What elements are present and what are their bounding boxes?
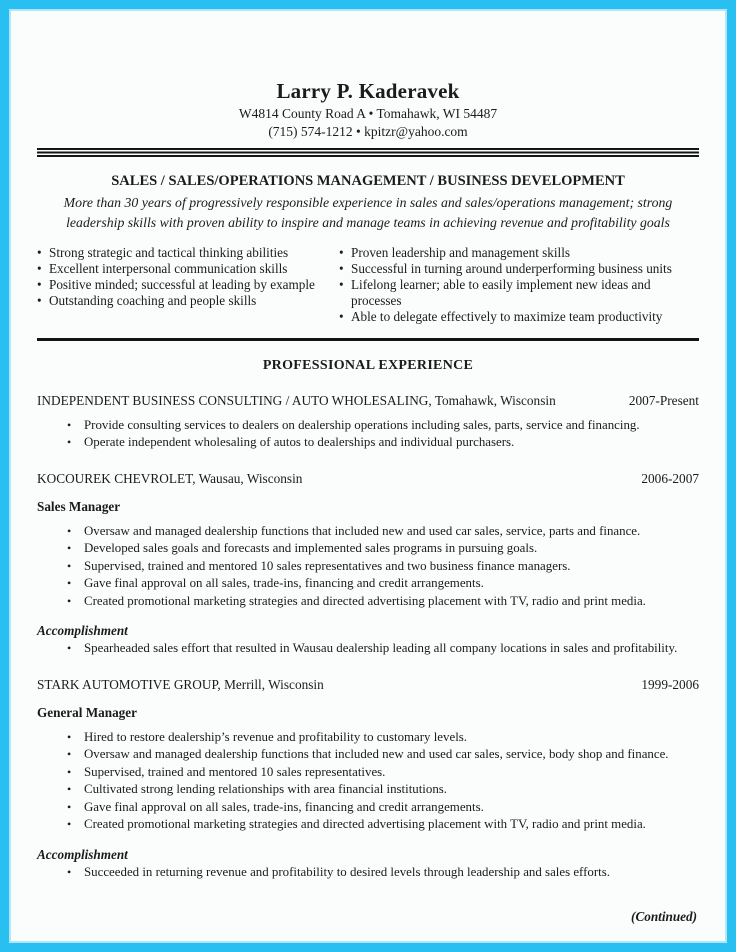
job-dates: 2006-2007 [641, 470, 699, 486]
experience-section-title: PROFESSIONAL EXPERIENCE [262, 357, 474, 373]
job-bullet-list [37, 729, 699, 834]
skill-item: • Successful in turning around underperforming business units [339, 261, 699, 277]
job-bullet: • Supervised, trained and mentored 10 sales representatives. [37, 764, 699, 782]
skill-item: • Positive minded; successful at leading by example [37, 277, 339, 293]
job-header [37, 393, 699, 409]
skills-column-left [37, 245, 339, 325]
accomplishment-list [37, 640, 699, 658]
job-bullet: • Developed sales goals and forecasts and implemented sales programs in pursuing goals. [37, 540, 699, 558]
job-entry-stark-automotive [37, 677, 699, 882]
summary-tagline: More than 30 years of progressively responsible experience in sales and sales/operations management; strong leadership skills with proven ability to inspire and manage teams in achieving revenue and profitability goals [63, 195, 673, 230]
job-dates: 1999-2006 [641, 676, 699, 692]
job-bullet: • Gave final approval on all sales, trade-ins, financing and credit arrangements. [37, 575, 699, 593]
job-bullet: • Provide consulting services to dealers on dealership operations including sales, parts, service and financing. [37, 417, 699, 435]
summary-title: SALES / SALES/OPERATIONS MANAGEMENT / BUSINESS DEVELOPMENT [111, 173, 625, 189]
job-dates: 2007-Present [628, 392, 699, 408]
job-title: Sales Manager [37, 498, 121, 514]
candidate-contact: (715) 574-1212 • kpitzr@yahoo.com [268, 124, 468, 139]
job-bullet: • Created promotional marketing strategies and directed advertising placement with TV, radio and print media. [37, 593, 699, 611]
skills-column-right [339, 245, 699, 325]
job-bullet-list [37, 417, 699, 452]
job-bullet: • Oversaw and managed dealership functions that included new and used car sales, service, parts and finance. [37, 523, 699, 541]
accomplishment-label: Accomplishment [37, 846, 128, 862]
skill-item: • Proven leadership and management skills [339, 245, 699, 261]
job-bullet: • Cultivated strong lending relationships with area financial institutions. [37, 781, 699, 799]
job-header [37, 677, 699, 693]
job-bullet: • Gave final approval on all sales, trade-ins, financing and credit arrangements. [37, 799, 699, 817]
job-bullet: • Supervised, trained and mentored 10 sales representatives and two business finance managers. [37, 558, 699, 576]
job-entry-kocourek-chevrolet [37, 471, 699, 658]
job-bullet: • Operate independent wholesaling of autos to dealerships and individual purchasers. [37, 434, 699, 452]
skill-item: • Strong strategic and tactical thinking abilities [37, 245, 339, 261]
skill-item: • Outstanding coaching and people skills [37, 293, 339, 309]
job-employer: INDEPENDENT BUSINESS CONSULTING / AUTO WHOLESALING, Tomahawk, Wisconsin [37, 392, 556, 408]
job-employer: KOCOUREK CHEVROLET, Wausau, Wisconsin [37, 470, 303, 486]
job-bullet-list [37, 523, 699, 611]
accomplishment-bullet: • Spearheaded sales effort that resulted in Wausau dealership leading all company locations in sales and profitability. [37, 640, 699, 658]
accomplishment-bullet: • Succeeded in returning revenue and profitability to desired levels through leadership and sales efforts. [37, 864, 699, 882]
candidate-address: W4814 County Road A • Tomahawk, WI 54487 [238, 106, 498, 121]
skill-item: • Lifelong learner; able to easily implement new ideas and processes [339, 277, 699, 309]
resume-header [37, 79, 699, 140]
skills-columns [37, 245, 699, 325]
job-bullet: • Oversaw and managed dealership functions that included new and used car sales, service, body shop and finance. [37, 746, 699, 764]
job-title: General Manager [37, 704, 137, 720]
skill-item: • Excellent interpersonal communication skills [37, 261, 339, 277]
skill-item: • Able to delegate effectively to maximize team productivity [339, 309, 699, 325]
job-header [37, 471, 699, 487]
single-line-divider [37, 338, 699, 341]
summary-section [37, 173, 699, 325]
job-bullet: • Hired to restore dealership’s revenue and profitability to customary levels. [37, 729, 699, 747]
triple-line-divider [37, 148, 699, 157]
resume-content [9, 9, 727, 925]
job-bullet: • Created promotional marketing strategies and directed advertising placement with TV, radio and print media. [37, 816, 699, 834]
accomplishment-label: Accomplishment [37, 623, 128, 638]
job-employer: STARK AUTOMOTIVE GROUP, Merrill, Wisconsin [37, 676, 324, 692]
accomplishment-list [37, 864, 699, 882]
continued-label: (Continued) [631, 909, 697, 924]
job-entry-independent-consulting [37, 393, 699, 452]
candidate-name: Larry P. Kaderavek [276, 79, 460, 103]
